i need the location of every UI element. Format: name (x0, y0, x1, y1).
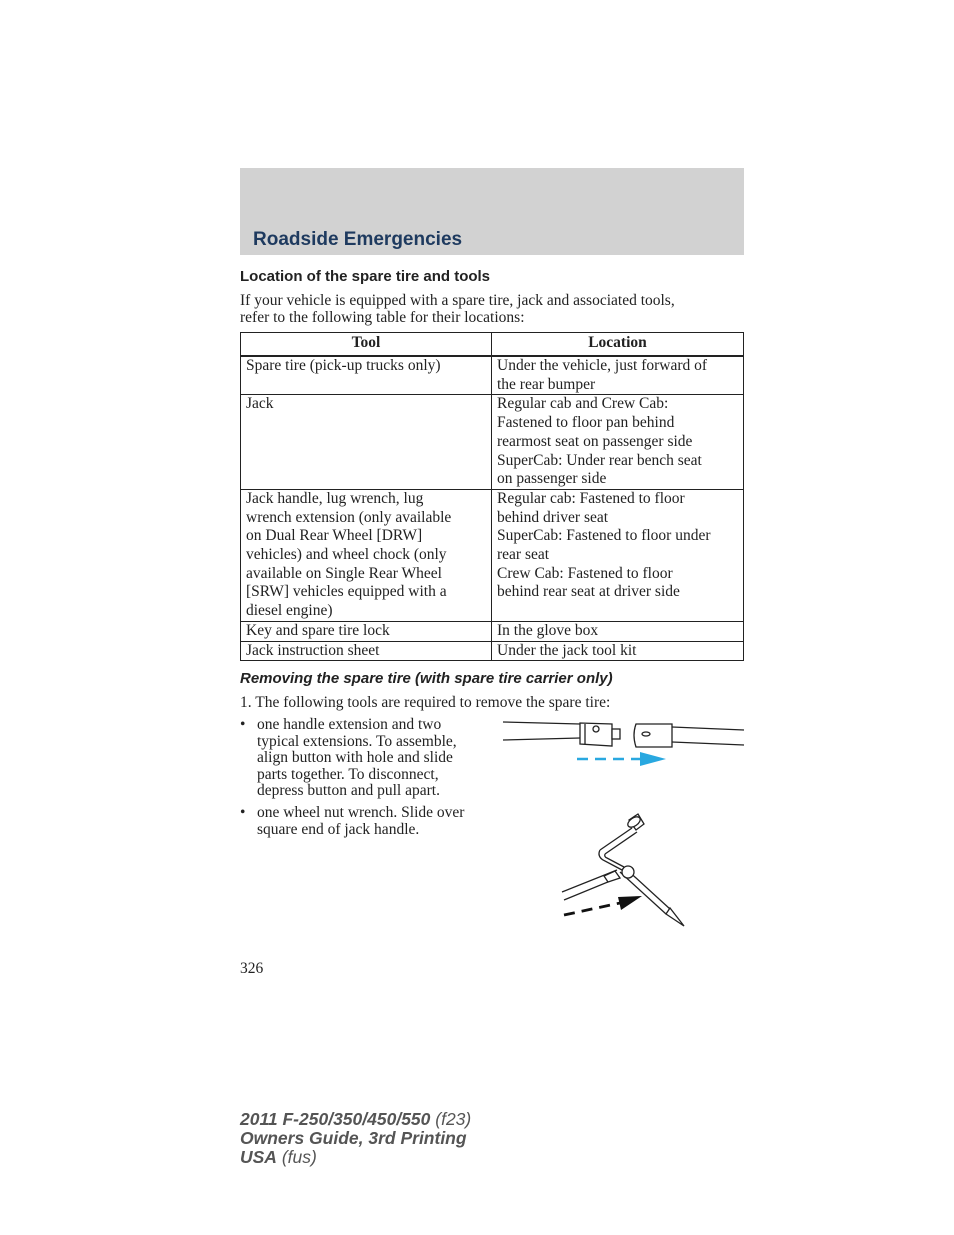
cell-line: In the glove box (497, 621, 599, 639)
page-number: 326 (240, 960, 264, 977)
cell-line: on Dual Rear Wheel [DRW] (246, 527, 423, 545)
intro-line: If your vehicle is equipped with a spare tire, jack and associated tools, (240, 292, 675, 309)
bullet-line: one wheel nut wrench. Slide over (257, 804, 465, 821)
cell-line: vehicles) and wheel chock (only (246, 546, 447, 564)
column-header-location: Location (492, 333, 744, 357)
footer-market: USA (240, 1147, 277, 1167)
cell-line: on passenger side (497, 470, 607, 488)
document-footer (240, 1110, 471, 1167)
cell-line: Jack handle, lug wrench, lug (246, 489, 424, 507)
footer-line-3 (240, 1148, 471, 1167)
cell-line: [SRW] vehicles equipped with a (246, 583, 447, 601)
cell-line: behind driver seat (497, 508, 609, 526)
cell-line: diesel engine) (246, 602, 333, 620)
bullet-dot: • (240, 716, 246, 733)
location-cell (492, 621, 744, 641)
handle-extension-illustration (500, 715, 746, 771)
cell-line: Key and spare tire lock (246, 621, 390, 639)
table-row (241, 395, 744, 490)
cell-line: Regular cab: Fastened to floor (497, 489, 685, 507)
tool-cell (241, 641, 492, 661)
tool-cell (241, 395, 492, 490)
intro-line: refer to the following table for their locations: (240, 308, 525, 326)
location-cell (492, 489, 744, 621)
cell-line: Jack instruction sheet (246, 641, 380, 659)
bullet-wrench (240, 804, 465, 838)
step-1-text: 1. The following tools are required to remove the spare tire: (240, 694, 611, 711)
cell-line: the rear bumper (497, 375, 596, 393)
section-header-band (240, 168, 744, 255)
cell-line: Regular cab and Crew Cab: (497, 395, 669, 413)
footer-model: 2011 F-250/350/450/550 (240, 1109, 431, 1129)
footer-line-2: Owners Guide, 3rd Printing (240, 1128, 467, 1148)
tools-location-table (240, 332, 744, 661)
cell-line: Fastened to floor pan behind (497, 414, 675, 432)
cell-line: rear seat (497, 546, 550, 564)
footer-code: (f23) (430, 1109, 472, 1129)
tool-cell (241, 621, 492, 641)
section-title: Location of the spare tire and tools (240, 268, 491, 285)
intro-paragraph (240, 293, 675, 326)
cell-line: behind rear seat at driver side (497, 583, 680, 601)
bullet-line: one handle extension and two (257, 716, 442, 733)
bullet-extensions (240, 716, 457, 800)
cell-line: Spare tire (pick-up trucks only) (246, 357, 441, 374)
table-row (241, 641, 744, 661)
cell-line: SuperCab: Fastened to floor under (497, 527, 711, 545)
table-row (241, 356, 744, 395)
location-cell (492, 395, 744, 490)
tool-cell (241, 356, 492, 395)
wheel-nut-wrench-illustration (560, 812, 700, 930)
cell-line: Jack (246, 395, 274, 413)
bullet-dot: • (240, 804, 246, 821)
table-header-row (241, 333, 744, 357)
cell-line: wrench extension (only available (246, 508, 452, 526)
section-header-title: Roadside Emergencies (253, 229, 463, 250)
footer-line-1 (240, 1110, 471, 1129)
cell-line: Under the vehicle, just forward of (497, 357, 708, 374)
table-row (241, 621, 744, 641)
bullet-line: align button with hole and slide (257, 749, 453, 766)
footer-market-code: (fus) (276, 1147, 317, 1167)
cell-line: available on Single Rear Wheel (246, 564, 442, 582)
cell-line: Crew Cab: Fastened to floor (497, 564, 673, 582)
location-cell (492, 641, 744, 661)
cell-line: rearmost seat on passenger side (497, 432, 693, 450)
bullet-line: typical extensions. To assemble, (257, 732, 457, 750)
column-header-tool: Tool (241, 333, 492, 357)
location-cell (492, 356, 744, 395)
bullet-line: parts together. To disconnect, (257, 765, 439, 783)
bullet-line: square end of jack handle. (257, 820, 420, 838)
subsection-title: Removing the spare tire (with spare tire carrier only) (240, 670, 613, 687)
tool-cell (241, 489, 492, 621)
cell-line: SuperCab: Under rear bench seat (497, 451, 702, 469)
bullet-line: depress button and pull apart. (257, 782, 440, 799)
cell-line: Under the jack tool kit (497, 641, 637, 659)
table-row (241, 489, 744, 621)
